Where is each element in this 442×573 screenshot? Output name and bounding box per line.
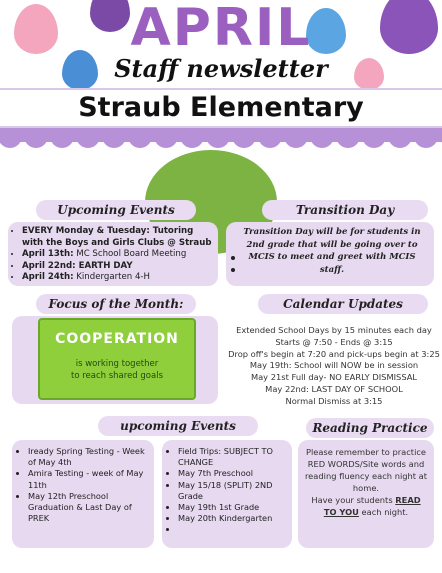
transition-day-heading: Transition Day (262, 200, 428, 220)
calendar-line: May 22nd: LAST DAY OF SCHOOL (265, 383, 403, 394)
list-item: • May 19th 1st Grade (178, 502, 290, 513)
calendar-line: May 21st Full day- NO EARLY DISMISSAL (250, 372, 418, 383)
calendar-line: Extended School Days by 15 minutes each day (236, 325, 432, 335)
list-item: • May 20th Kindergarten (178, 513, 290, 524)
upcoming-events-2-left-list (16, 446, 152, 524)
calendar-line: Drop off's begin at 7:20 and pick-ups begin at 3:25 (228, 348, 440, 359)
upcoming-events-2-right-list (166, 446, 290, 536)
reading-text-2: Have your students READ TO YOU each night. (311, 495, 421, 517)
newsletter-subtitle: Staff newsletter (114, 54, 328, 83)
bullet-dot (231, 256, 235, 260)
list-item: • May 12th Preschool Graduation & Last Day of PREK (28, 491, 152, 525)
school-name: Straub Elementary (78, 92, 364, 123)
read-to-you-link[interactable]: READ TO YOU (323, 495, 421, 517)
cooperation-line-1: is working together (75, 359, 159, 369)
calendar-text (226, 325, 442, 408)
list-item: • May 15/18 (SPLIT) 2ND Grade (178, 480, 290, 502)
reading-text-1: Please remember to practice RED WORDS/Site words and reading fluency each night at home. (304, 447, 428, 493)
cooperation-word: COOPERATION (55, 331, 179, 347)
calendar-line: May 19th: School will NOW be in session (249, 360, 419, 371)
focus-heading: Focus of the Month: (36, 294, 196, 314)
bullet-dot (231, 268, 235, 272)
list-item: • April 22nd: EARTH DAY (22, 261, 216, 273)
list-item: • EVERY Monday & Tuesday: Tutoring with the Boys and Girls Clubs @ Straub (22, 226, 216, 249)
upcoming-events-2-heading: upcoming Events (98, 416, 258, 436)
list-item: • Iready Spring Testing - Week of May 4th (28, 446, 152, 468)
list-item: • Amira Testing - week of May 11th (28, 468, 152, 490)
month-title: APRIL (130, 0, 312, 58)
scallop-bumps (0, 134, 442, 150)
calendar-line: Starts @ 7:50 - Ends @ 3:15 (275, 336, 393, 347)
transition-day-text: Transition Day will be for students in 2nd grade that will be going over to MCIS to meet and greet with MCIS staff. (243, 227, 421, 275)
calendar-line: Normal Dismiss at 3:15 (285, 395, 383, 406)
reading-heading: Reading Practice (306, 418, 434, 438)
list-item: • April 24th: Kindergarten 4-H (22, 272, 216, 284)
list-item: • Field Trips: SUBJECT TO CHANGE (178, 446, 290, 468)
upcoming-events-list (10, 226, 216, 284)
reading-text (304, 446, 428, 518)
list-item (178, 524, 290, 535)
list-item: • April 13th: MC School Board Meeting (22, 249, 216, 261)
cooperation-line-2: to reach shared goals (71, 371, 163, 381)
calendar-heading: Calendar Updates (258, 294, 428, 314)
upcoming-events-heading: Upcoming Events (36, 200, 196, 220)
list-item: • May 7th Preschool (178, 468, 290, 479)
